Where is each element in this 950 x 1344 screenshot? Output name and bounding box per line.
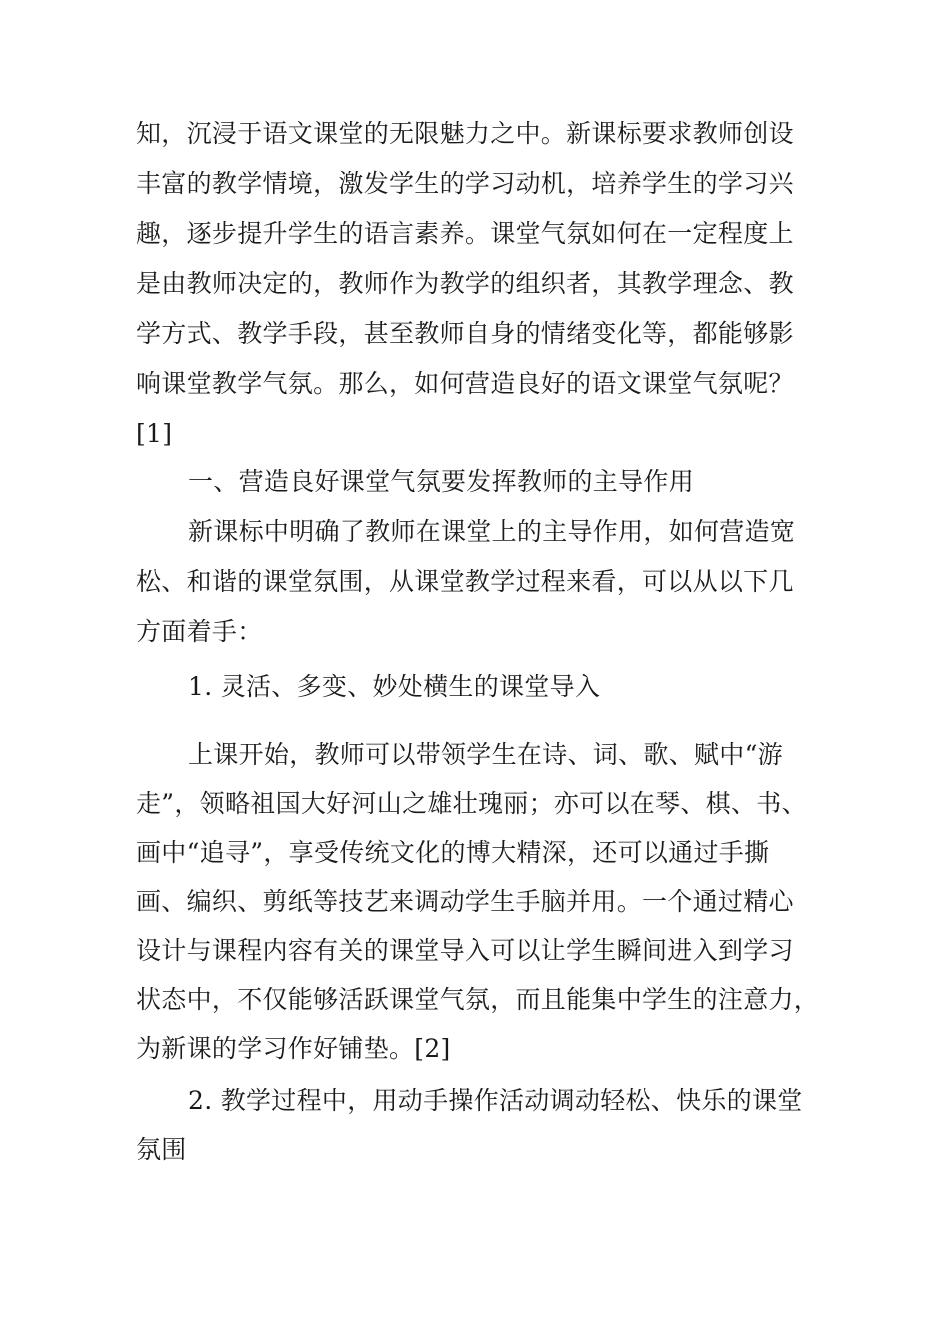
text-line: 方面着手：: [136, 617, 263, 646]
subsection-heading: 2. 教学过程中，用动手操作活动调动轻松、快乐的课堂: [188, 1086, 803, 1115]
section-heading: 一、营造良好课堂气氛要发挥教师的主导作用: [188, 467, 695, 496]
text-line: 学方式、教学手段，甚至教师自身的情绪变化等，都能够影: [136, 319, 794, 348]
citation-ref: [1]: [136, 419, 173, 448]
text-line: 是由教师决定的，教师作为教学的组织者，其教学理念、教: [136, 269, 794, 298]
text-line: 画中“追寻”，享受传统文化的博大精深，还可以通过手撕: [136, 838, 770, 867]
text-line: 松、和谐的课堂氛围，从课堂教学过程来看，可以从以下几: [136, 567, 794, 596]
text-line: 趣，逐步提升学生的语言素养。课堂气氛如何在一定程度上: [136, 219, 794, 248]
text-line: 知，沉浸于语文课堂的无限魅力之中。新课标要求教师创设: [136, 119, 794, 148]
text-line: 为新课的学习作好铺垫。[2]: [136, 1034, 451, 1063]
subsection-heading: 1. 灵活、多变、妙处横生的课堂导入: [188, 672, 601, 701]
text-line: 新课标中明确了教师在课堂上的主导作用，如何营造宽: [188, 517, 796, 546]
text-line: 氛围: [136, 1135, 187, 1164]
text-line: 设计与课程内容有关的课堂导入可以让学生瞬间进入到学习: [136, 936, 794, 965]
text-line: 状态中，不仅能够活跃课堂气氛，而且能集中学生的注意力，: [136, 985, 820, 1014]
text-line: 响课堂教学气氛。那么，如何营造良好的语文课堂气氛呢？: [136, 369, 794, 398]
text-line: 上课开始，教师可以带领学生在诗、词、歌、赋中“游: [188, 740, 783, 769]
text-line: 画、编织、剪纸等技艺来调动学生手脑并用。一个通过精心: [136, 887, 794, 916]
text-line: 走”，领略祖国大好河山之雄壮瑰丽；亦可以在琴、棋、书、: [136, 789, 807, 818]
text-line: 丰富的教学情境，激发学生的学习动机，培养学生的学习兴: [136, 169, 794, 198]
